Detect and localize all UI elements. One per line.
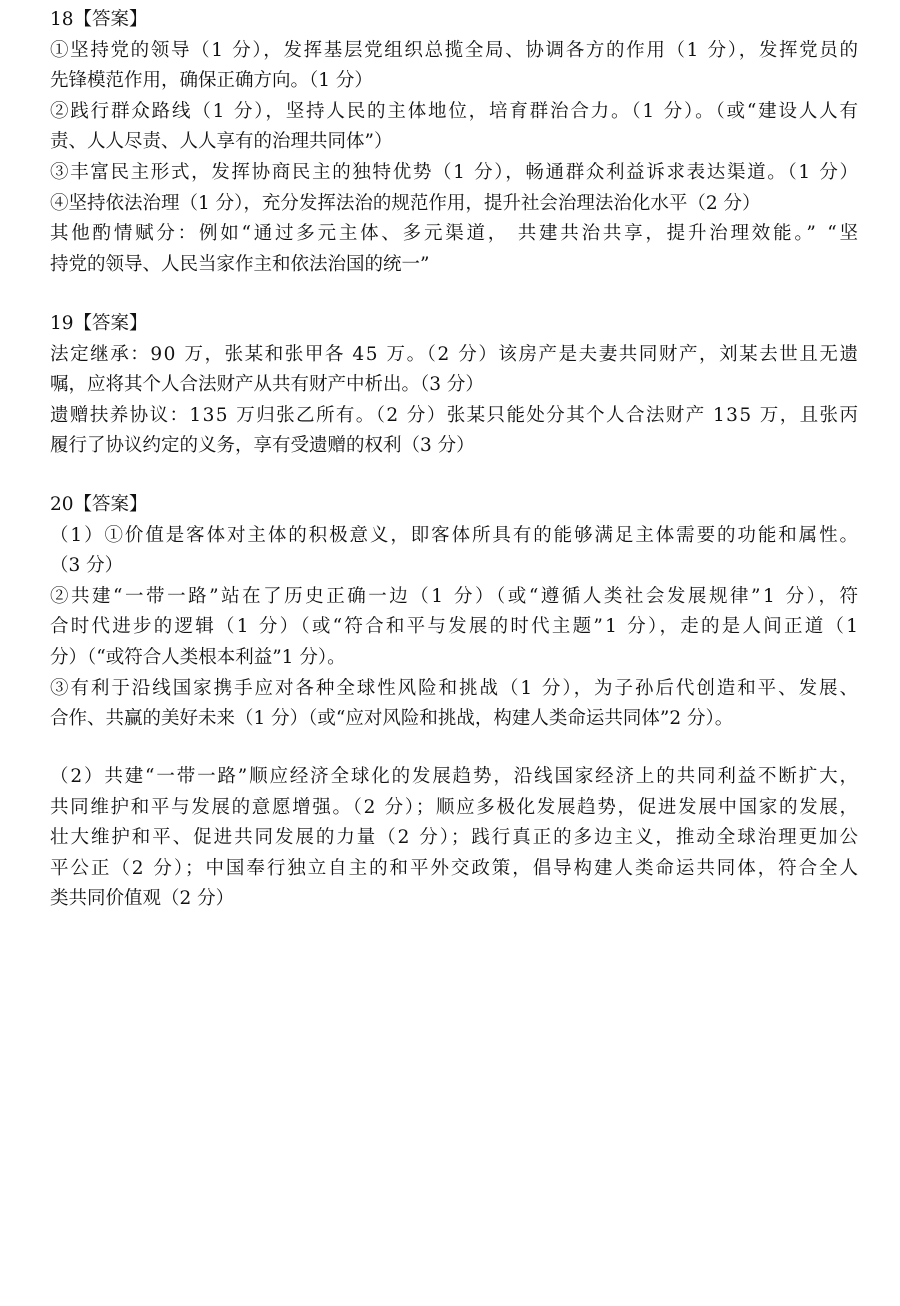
text-line: ②共建“一带一路”站在了历史正确一边（1 分）（或“遵循人类社会发展规律”1 分），符 [50,585,861,607]
text-line: 持党的领导、人民当家作主和依法治国的统一” [50,253,430,275]
answer-section-19 [50,309,858,462]
text-line: 平公正（2 分）；中国奉行独立自主的和平外交政策，倡导构建人类命运共同体，符合全人 [50,857,860,879]
text-line: 先锋模范作用，确保正确方向。（1 分） [50,70,373,92]
text-line: （1）①价值是客体对主体的积极意义，即客体所具有的能够满足主体需要的功能和属性。 [50,524,860,546]
answer-section-20 [50,490,861,735]
text-line: ③丰富民主形式，发挥协商民主的独特优势（1 分），畅通群众利益诉求表达渠道。（1 分） [50,161,860,183]
text-line: 合作、共赢的美好未来（1 分）（或“应对风险和挑战，构建人类命运共同体”2 分）。 [50,708,734,730]
text-line: 嘱，应将其个人合法财产从共有财产中析出。（3 分） [50,374,484,396]
section-heading: 18【答案】 [50,9,148,30]
text-line: ③有利于沿线国家携手应对各种全球性风险和挑战（1 分），为子孙后代创造和平、发展、 [50,677,860,699]
answer-section-20-part-2 [50,762,858,915]
text-line: 共同维护和平与发展的意愿增强。（2 分）；顺应多极化发展趋势，促进发展中国家的发展， [50,796,860,818]
text-line: 遗赠扶养协议：135 万归张乙所有。（2 分）张某只能处分其个人合法财产 135 万，且张丙 [50,404,860,426]
text-line: ①坚持党的领导（1 分），发挥基层党组织总揽全局、协调各方的作用（1 分），发挥党员的 [50,39,860,61]
text-line: 其他酌情赋分：例如“通过多元主体、多元渠道， 共建共治共享，提升治理效能。” “坚 [50,223,861,245]
text-line: ②践行群众路线（1 分），坚持人民的主体地位，培育群治合力。（1 分）。（或“建设人人有 [50,100,860,122]
section-heading: 20【答案】 [50,494,148,515]
text-line: 法定继承：90 万，张某和张甲各 45 万。（2 分）该房产是夫妻共同财产，刘某去世且无遗 [50,343,860,365]
text-line: 合时代进步的逻辑（1 分）（或“符合和平与发展的时代主题”1 分），走的是人间正道（1 [50,616,861,638]
text-line: 分）（“或符合人类根本利益”1 分）。 [50,646,346,668]
text-line: ④坚持依法治理（1 分），充分发挥法治的规范作用，提升社会治理法治化水平（2 分） [50,192,761,214]
text-line: 类共同价值观（2 分） [50,888,235,910]
text-line: 责、人人尽责、人人享有的治理共同体”） [50,131,393,153]
section-heading: 19【答案】 [50,313,148,334]
text-line: （2）共建“一带一路”顺应经济全球化的发展趋势，沿线国家经济上的共同利益不断扩大， [50,766,860,787]
answer-section-18 [50,5,861,280]
text-line: 壮大维护和平、促进共同发展的力量（2 分）；践行真正的多边主义，推动全球治理更加公 [50,827,860,849]
text-line: （3 分） [50,555,124,577]
text-line: 履行了协议约定的义务，享有受遗赠的权利（3 分） [50,435,475,457]
